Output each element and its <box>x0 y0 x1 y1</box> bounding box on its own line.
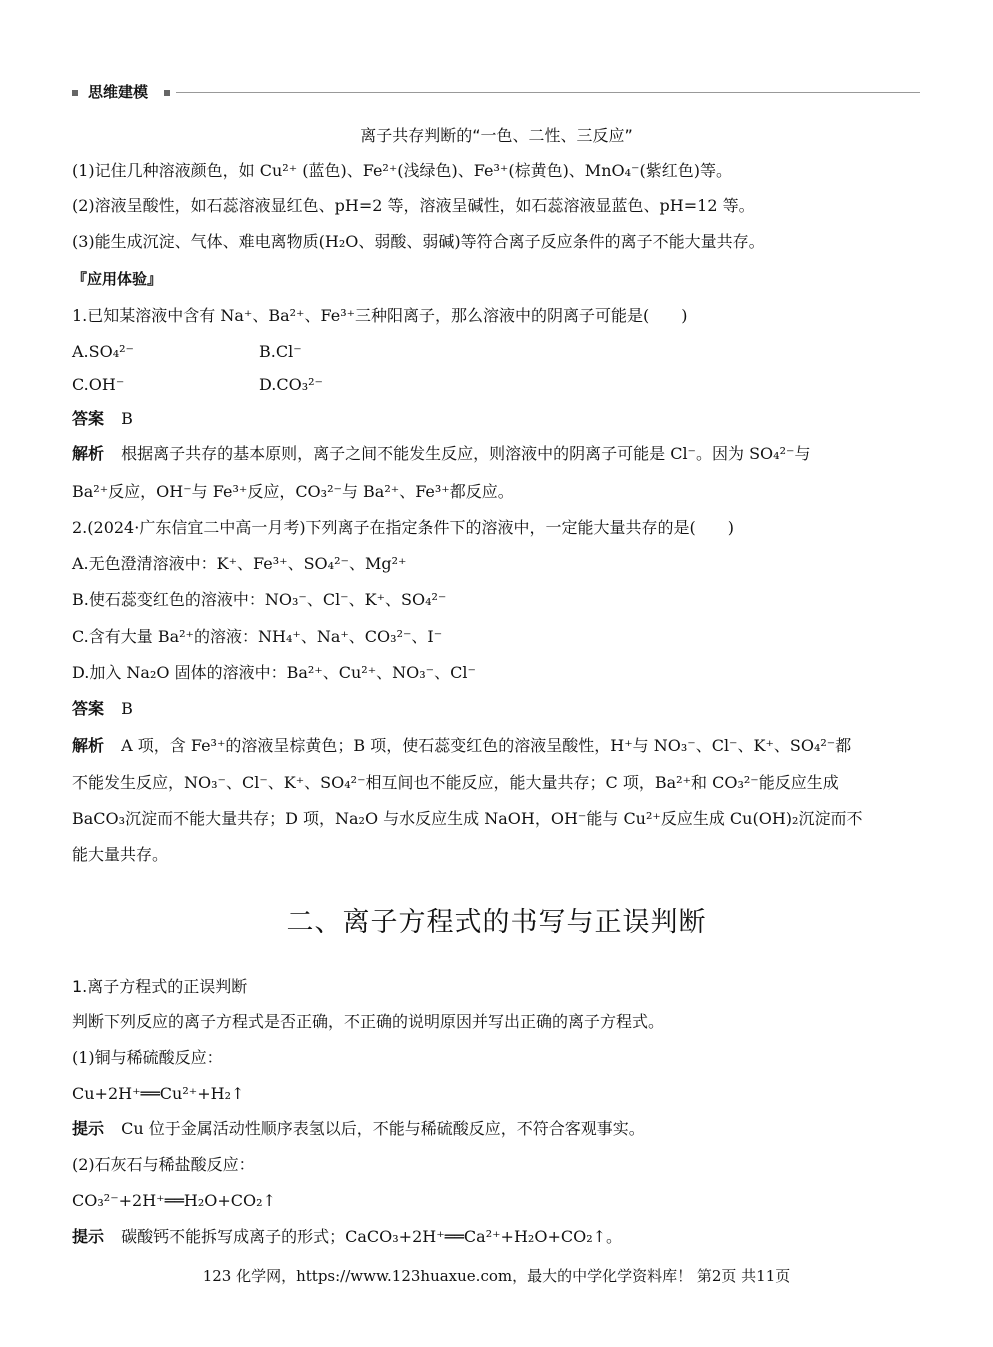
hint-label: 提示 <box>72 1227 105 1246</box>
q1-option-d: D.CO₃²⁻ <box>259 375 323 394</box>
q1-answer-row <box>72 408 133 430</box>
q2-analysis-line-4: 能大量共存。 <box>72 845 169 864</box>
model-point-3: (3)能生成沉淀、气体、难电离物质(H₂O、弱酸、弱碱)等符合离子反应条件的离子不能大量共存。 <box>72 232 765 251</box>
q1-option-c: C.OH⁻ <box>72 375 125 394</box>
analysis-label: 解析 <box>72 444 105 463</box>
model-title: 离子共存判断的“一色、二性、三反应” <box>360 126 633 145</box>
q2-analysis-line-1 <box>72 735 851 757</box>
item-1-hint-row <box>72 1118 645 1140</box>
q1-analysis-line-1 <box>72 443 810 465</box>
item-2-equation: CO₃²⁻+2H⁺══H₂O+CO₂↑ <box>72 1191 276 1210</box>
practice-label: 『应用体验』 <box>72 270 163 288</box>
q2-option-b: B.使石蕊变红色的溶液中：NO₃⁻、Cl⁻、K⁺、SO₄²⁻ <box>72 590 447 609</box>
q2-option-d: D.加入 Na₂O 固体的溶液中：Ba²⁺、Cu²⁺、NO₃⁻、Cl⁻ <box>72 663 476 682</box>
q2-analysis-line-3: BaCO₃沉淀而不能大量共存；D 项，Na₂O 与水反应生成 NaOH，OH⁻能与 Cu²⁺反应生成 Cu(OH)₂沉淀而不 <box>72 809 863 828</box>
model-point-1: (1)记住几种溶液颜色，如 Cu²⁺ (蓝色)、Fe²⁺(浅绿色)、Fe³⁺(棕黄色)、MnO₄⁻(紫红色)等。 <box>72 161 732 180</box>
q1-answer: B <box>121 409 133 428</box>
q2-analysis-line-2: 不能发生反应，NO₃⁻、Cl⁻、K⁺、SO₄²⁻相互间也不能反应，能大量共存；C 项，Ba²⁺和 CO₃²⁻能反应生成 <box>72 773 839 792</box>
item-2-hint-row <box>72 1226 622 1248</box>
q2-option-c: C.含有大量 Ba²⁺的溶液：NH₄⁺、Na⁺、CO₃²⁻、I⁻ <box>72 627 443 646</box>
answer-label: 答案 <box>72 409 105 428</box>
section-2-title: 二、离子方程式的书写与正误判断 <box>286 907 707 938</box>
q2-answer: B <box>121 699 133 718</box>
q1-option-a: A.SO₄²⁻ <box>72 342 134 361</box>
model-point-2: (2)溶液呈酸性，如石蕊溶液显红色、pH=2 等，溶液呈碱性，如石蕊溶液显蓝色、pH=12 等。 <box>72 196 755 215</box>
page-footer: 123 化学网，https://www.123huaxue.com，最大的中学化学资料库！ 第2页 共11页 <box>202 1267 791 1285</box>
q2-option-a: A.无色澄清溶液中：K⁺、Fe³⁺、SO₄²⁻、Mg²⁺ <box>72 554 407 573</box>
analysis-label: 解析 <box>72 736 105 755</box>
header-rule <box>176 92 920 93</box>
q1-stem: 1.已知某溶液中含有 Na⁺、Ba²⁺、Fe³⁺三种阳离子，那么溶液中的阴离子可能是( ) <box>72 306 688 325</box>
item-2-hint: 碳酸钙不能拆写成离子的形式；CaCO₃+2H⁺══Ca²⁺+H₂O+CO₂↑。 <box>121 1227 623 1246</box>
q1-analysis-text-1: 根据离子共存的基本原则，离子之间不能发生反应，则溶液中的阴离子可能是 Cl⁻。因为 SO₄²⁻与 <box>121 444 811 463</box>
q2-analysis-text-1: A 项，含 Fe³⁺的溶液呈棕黄色；B 项，使石蕊变红色的溶液呈酸性，H⁺与 NO₃⁻、Cl⁻、K⁺、SO₄²⁻都 <box>121 736 852 755</box>
q2-stem: 2.(2024·广东信宜二中高一月考)下列离子在指定条件下的溶液中，一定能大量共存的是( ) <box>72 518 735 537</box>
section-label: 思维建模 <box>88 83 149 101</box>
section-header <box>72 82 920 102</box>
q2-answer-row <box>72 698 133 720</box>
item-1-hint: Cu 位于金属活动性顺序表氢以后，不能与稀硫酸反应，不符合客观事实。 <box>121 1119 645 1138</box>
item-1-title: (1)铜与稀硫酸反应： <box>72 1048 223 1067</box>
answer-label: 答案 <box>72 699 105 718</box>
header-bullet <box>72 90 78 96</box>
q1-analysis-line-2: Ba²⁺反应，OH⁻与 Fe³⁺反应，CO₃²⁻与 Ba²⁺、Fe³⁺都反应。 <box>72 482 514 501</box>
header-bullet-2 <box>164 90 170 96</box>
hint-label: 提示 <box>72 1119 105 1138</box>
q1-option-b: B.Cl⁻ <box>259 342 302 361</box>
item-1-equation: Cu+2H⁺══Cu²⁺+H₂↑ <box>72 1084 245 1103</box>
section-2-intro: 判断下列反应的离子方程式是否正确，不正确的说明原因并写出正确的离子方程式。 <box>72 1012 665 1031</box>
item-2-title: (2)石灰石与稀盐酸反应： <box>72 1155 255 1174</box>
subsection-1-title: 1.离子方程式的正误判断 <box>72 977 248 996</box>
